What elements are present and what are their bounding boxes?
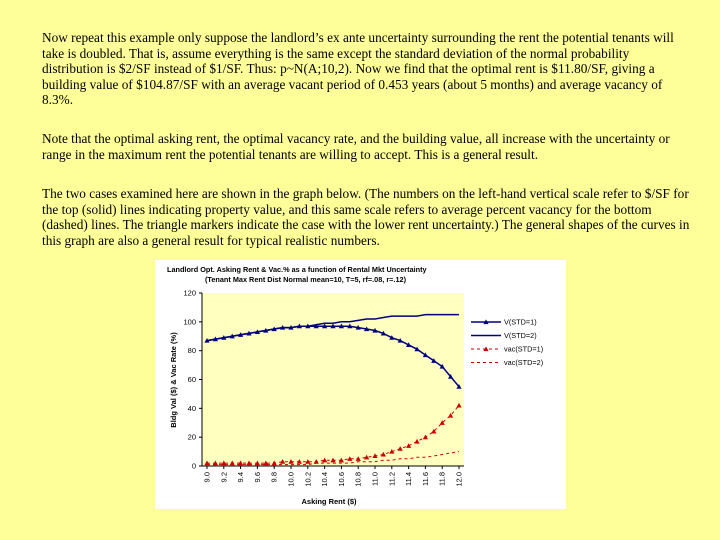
paragraph-graph-explanation: The two cases examined here are shown in the graph below. (The numbers on the left-hand vertical scale refer to $/SF for the top (solid) lines indicating property value, and this same scale refers to average percent vacancy for the bottom (dashed) lines. The triangle markers indicate the case with the lower rent uncertainty.) The general shapes of the curves in this graph are also a general result for typical realistic numbers.: [42, 186, 690, 248]
x-tick-label: 9.2: [219, 472, 229, 483]
chart-legend: [471, 318, 543, 368]
x-tick-label: 9.4: [236, 472, 246, 483]
x-tick-label: 10.6: [336, 472, 346, 487]
x-tick-label: 9.8: [269, 472, 279, 483]
x-axis-label: Asking Rent ($): [301, 497, 357, 506]
legend-label: V(STD=2): [504, 331, 537, 340]
x-tick-label: 9.6: [252, 472, 262, 483]
x-tick-label: 9.0: [202, 472, 212, 483]
x-tick-label: 12.0: [454, 472, 464, 487]
chart-svg: [155, 260, 566, 509]
x-tick-label: 11.4: [404, 472, 414, 487]
paragraph-std2-example: Now repeat this example only suppose the landlord’s ex ante uncertainty surrounding the rent the potential tenants will take is doubled. That is, assume everything is the same except the standard deviation of the normal probability distribution is $2/SF instead of $1/SF. Thus: p~N(A;10,2). Now we find that the optimal rent is $11.80/SF, giving a building value of $104.87/SF with an average vacant period of 0.453 years (about 5 months) and average vacancy of 8.3%.: [42, 30, 674, 108]
chart-container: [155, 260, 566, 509]
y-tick-label: 100: [183, 317, 196, 327]
legend-label: vac(STD=2): [504, 358, 544, 367]
y-tick-label: 60: [187, 375, 196, 384]
plot-area: [202, 293, 464, 466]
paragraph-general-result: Note that the optimal asking rent, the optimal vacancy rate, and the building value, all increase with the uncertainty or range in the maximum rent the potential tenants are willing to accept. This is a general result.: [42, 131, 670, 162]
chart-title: Landlord Opt. Asking Rent & Vac.% as a function of Rental Mkt Uncertainty: [167, 265, 427, 274]
x-tick-label: 10.8: [353, 472, 363, 487]
y-tick-label: 0: [191, 461, 196, 471]
x-tick-group: [203, 466, 464, 487]
x-tick-label: 11.8: [437, 472, 447, 487]
y-axis-label: Bldg Val ($) & Vac Rate (%): [169, 332, 178, 428]
x-tick-label: 10.4: [320, 472, 330, 487]
y-tick-group: [183, 289, 202, 471]
y-tick-label: 40: [187, 403, 196, 413]
y-tick-label: 120: [183, 288, 196, 298]
x-tick-label: 10.2: [303, 472, 313, 487]
chart-subtitle: (Tenant Max Rent Dist Normal mean=10, T=5, rf=.08, r=.12): [205, 275, 407, 284]
x-tick-label: 11.2: [387, 472, 397, 487]
y-tick-label: 80: [187, 346, 196, 356]
x-tick-label: 10.0: [286, 472, 296, 487]
x-tick-label: 11.0: [370, 472, 380, 487]
x-tick-label: 11.6: [420, 472, 430, 487]
legend-label: vac(STD=1): [504, 344, 544, 354]
legend-label: V(STD=1): [504, 317, 537, 327]
y-tick-label: 20: [187, 432, 196, 442]
